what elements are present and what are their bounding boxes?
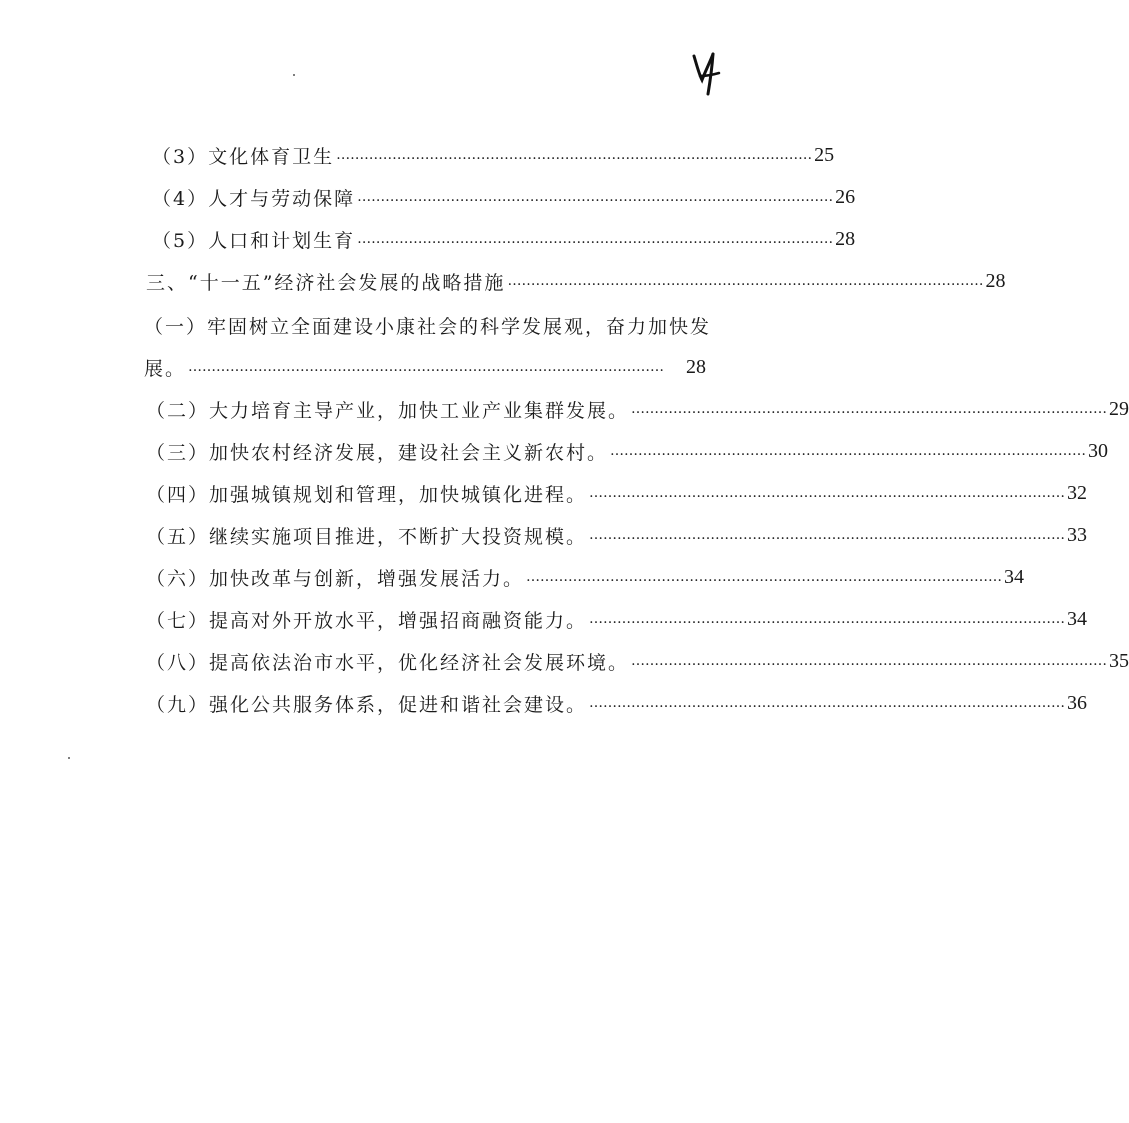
toc-entry[interactable] [152,224,856,254]
toc-entry[interactable] [152,182,856,212]
scan-speck [293,74,295,76]
toc-entry-page: 34 [1067,607,1088,630]
leader-dots: ………………………………………………………………………………………… [589,527,1066,543]
toc-entry-page: 35 [1109,649,1129,672]
toc-entry-page: 28 [835,227,856,250]
toc-entry-page: 32 [1067,481,1088,504]
toc-entry-label: 三、“十一五”经济社会发展的战略措施 [146,271,506,294]
toc-entry[interactable] [146,394,1129,424]
toc-entry-page: 33 [1067,523,1088,546]
toc-entry[interactable] [144,310,712,340]
toc-entry-page: 29 [1109,397,1129,420]
toc-entry-continuation[interactable] [144,352,706,382]
toc-entry-label: （4）人才与劳动保障 [152,187,356,210]
toc-entry[interactable] [146,562,1025,592]
toc-entry-label: （九）强化公共服务体系，促进和谐社会建设。 [146,693,588,716]
toc-entry[interactable] [146,266,1006,296]
scan-speck [68,757,70,759]
toc-entry[interactable] [146,478,1088,508]
toc-entry-page: 25 [814,143,835,166]
toc-entry[interactable] [146,604,1088,634]
leader-dots: ………………………………………………………………………………………… [526,569,1003,585]
leader-dots: ………………………………………………………………………………………… [631,401,1108,417]
toc-entry[interactable] [146,520,1088,550]
toc-entry-label: （3）文化体育卫生 [152,145,335,168]
toc-entry-label: （六）加快改革与创新，增强发展活力。 [146,567,525,590]
toc-entry-page: 26 [835,185,856,208]
leader-dots: ………………………………………………………………………………………… [357,231,834,247]
toc-entry[interactable] [146,688,1088,718]
toc-entry-label: （八）提高依法治市水平，优化经济社会发展环境。 [146,651,630,674]
toc-entry[interactable] [146,436,1109,466]
toc-entry-page: 30 [1088,439,1109,462]
leader-dots: ………………………………………………………………………………………… [188,359,665,375]
toc-entry-page: 28 [985,269,1006,292]
toc-entry-label: 展。 [144,357,187,380]
leader-dots: ………………………………………………………………………………………… [589,695,1066,711]
toc-entry-label: （5）人口和计划生育 [152,229,356,252]
toc-entry[interactable] [152,140,835,170]
leader-dots: ………………………………………………………………………………………… [589,485,1066,501]
leader-dots: ………………………………………………………………………………………… [336,147,813,163]
toc-entry-label: （五）继续实施项目推进，不断扩大投资规模。 [146,525,588,548]
toc-entry-label: （一）牢固树立全面建设小康社会的科学发展观，奋力加快发 [144,315,712,338]
toc-entry-label: （三）加快农村经济发展，建设社会主义新农村。 [146,441,609,464]
leader-dots: ………………………………………………………………………………………… [631,653,1108,669]
toc-entry-label: （二）大力培育主导产业，加快工业产业集群发展。 [146,399,630,422]
leader-dots: ………………………………………………………………………………………… [589,611,1066,627]
toc-entry-page: 36 [1067,691,1088,714]
toc-entry-label: （四）加强城镇规划和管理，加快城镇化进程。 [146,483,588,506]
leader-dots: ………………………………………………………………………………………… [507,273,984,289]
handwritten-page-mark [688,46,724,100]
toc-entry[interactable] [146,646,1129,676]
toc-entry-label: （七）提高对外开放水平，增强招商融资能力。 [146,609,588,632]
leader-dots: ………………………………………………………………………………………… [357,189,834,205]
leader-dots: ………………………………………………………………………………………… [610,443,1087,459]
toc-entry-page: 34 [1004,565,1025,588]
toc-entry-page: 28 [686,355,706,378]
